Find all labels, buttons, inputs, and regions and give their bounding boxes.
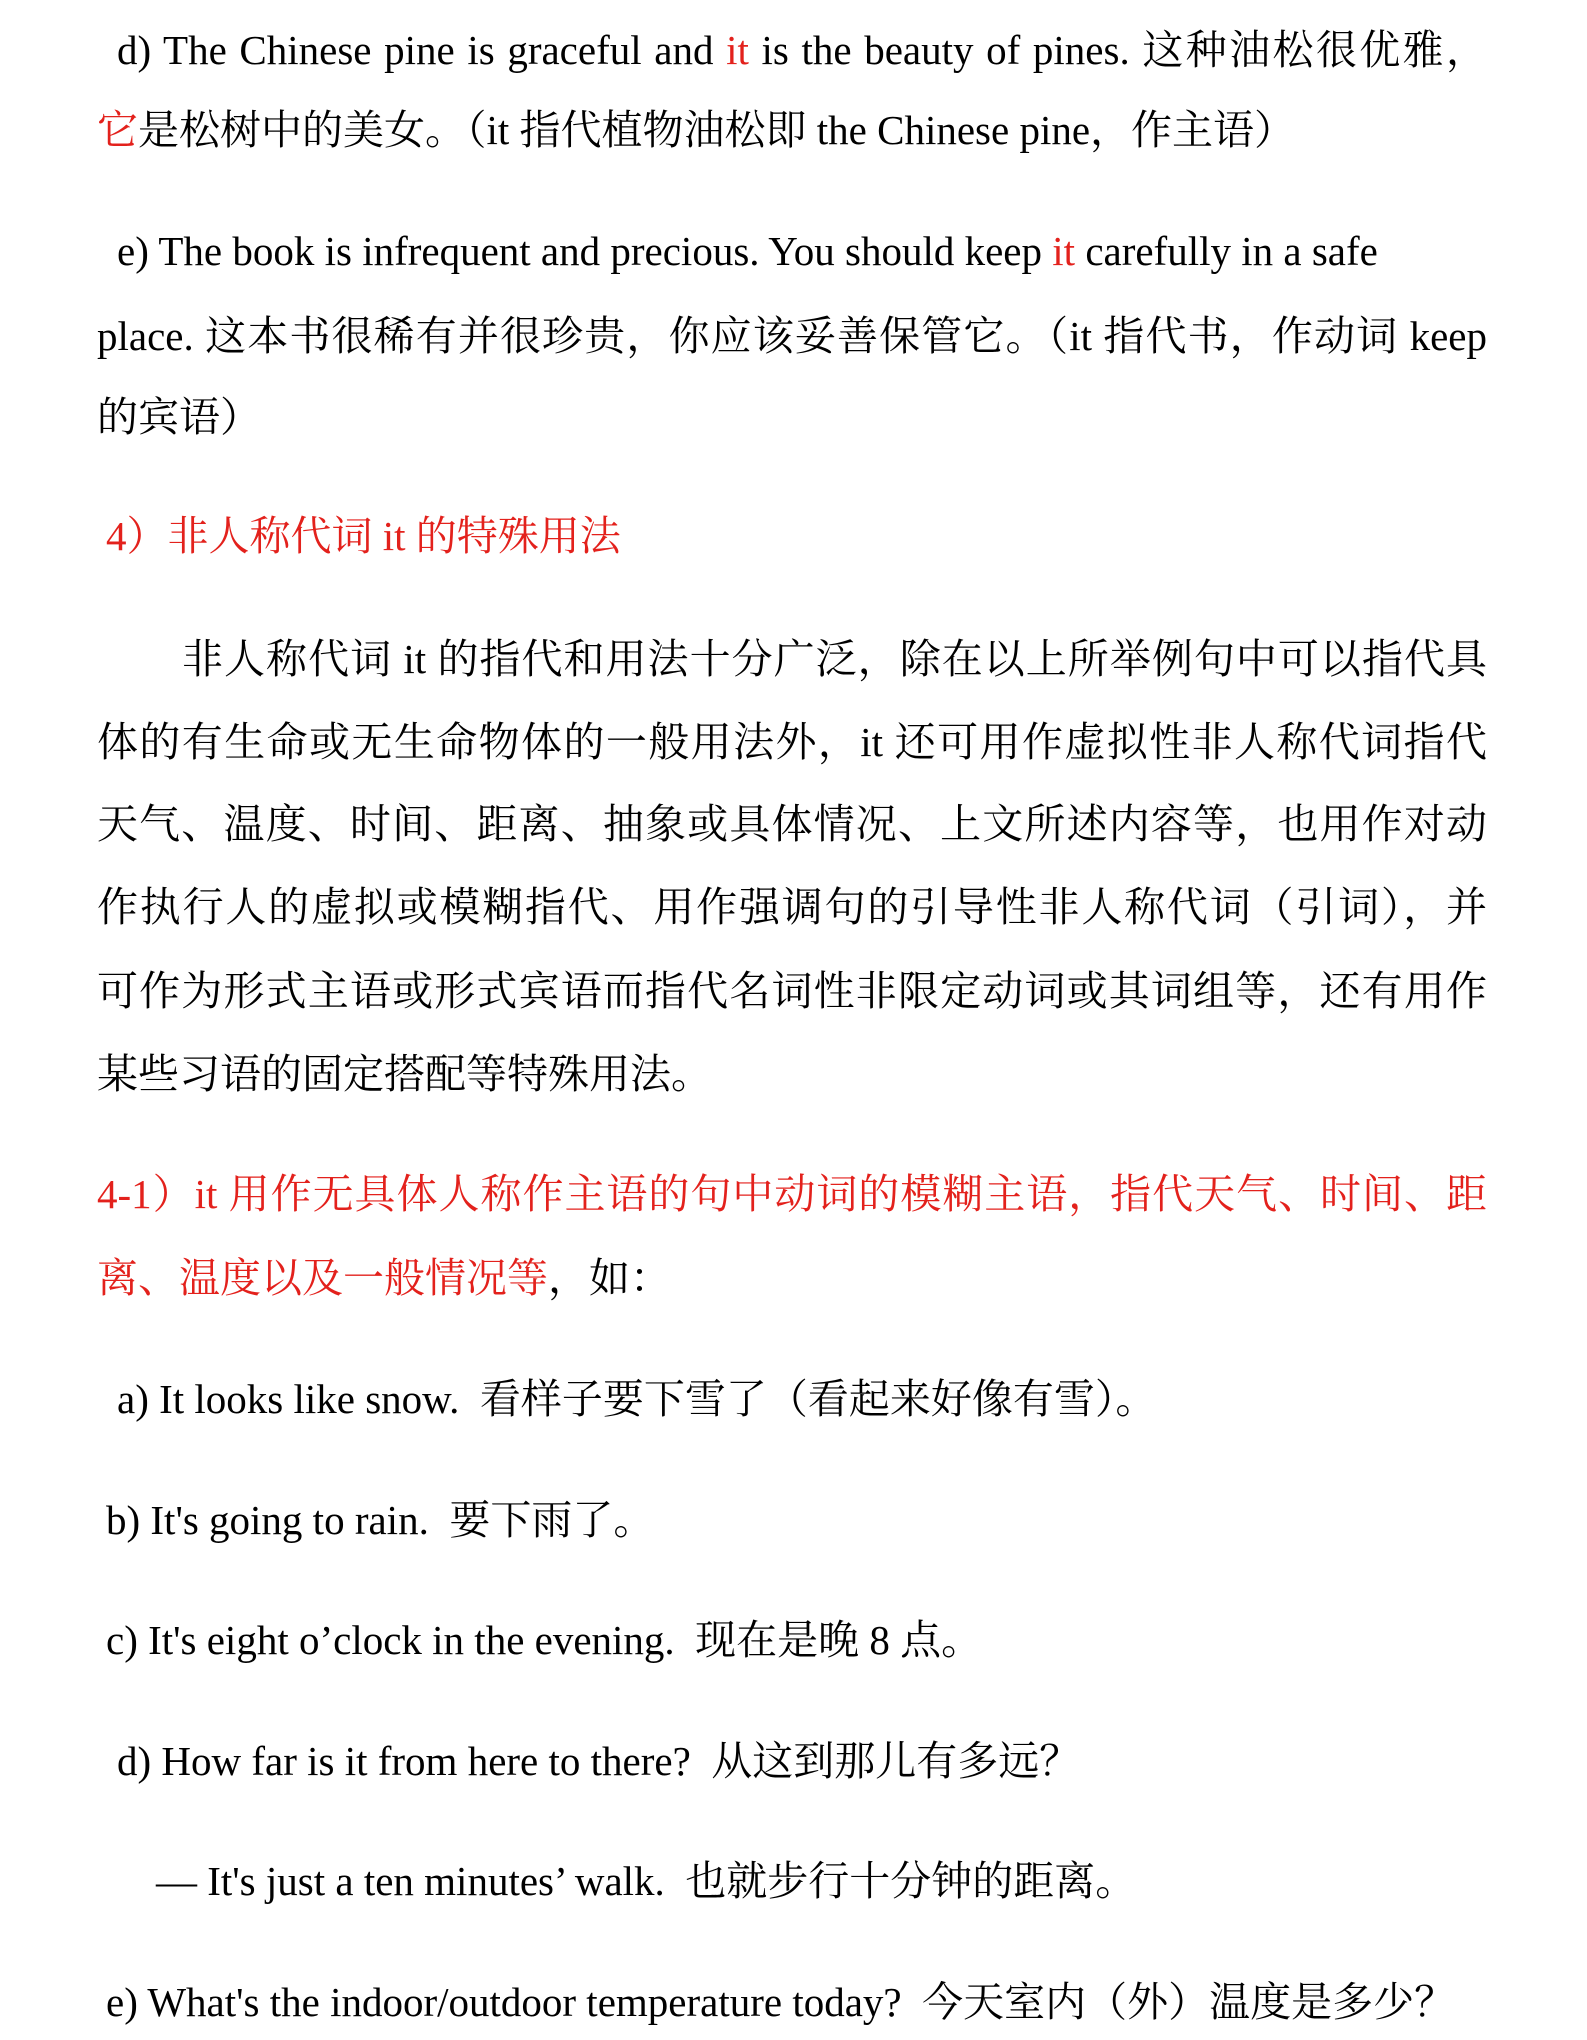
heading-tail: ，如： (548, 1255, 671, 1301)
example-text: carefully in a safe (1075, 228, 1378, 274)
highlighted-pronoun-it: it (726, 27, 749, 73)
paragraph-line: 体的有生命或无生命物体的一般用法外，it 还可用作虚拟性非人称代词指代 (97, 719, 1487, 765)
example-b: b) It's going to rain. 要下雨了。 (106, 1497, 655, 1543)
example-d-pine-line-1 (117, 24, 1487, 76)
example-text: is the beauty of pines. 这种油松很优雅， (748, 27, 1488, 73)
example-a: a) It looks like snow. 看样子要下雪了（看起来好像有雪）。 (117, 1376, 1157, 1422)
highlighted-pronoun-ta: 它 (97, 107, 138, 153)
example-e-book-line-1 (117, 225, 1378, 277)
example-d-answer: — It's just a ten minutes’ walk. 也就步行十分钟的距离。 (156, 1858, 1137, 1904)
section-4-heading: 4）非人称代词 it 的特殊用法 (106, 513, 621, 559)
example-e-book-line-2: place. 这本书很稀有并很珍贵，你应该妥善保管它。（it 指代书，作动词 keep (97, 313, 1487, 359)
example-d-pine-line-2 (97, 104, 1295, 156)
heading-text: 离、温度以及一般情况等 (97, 1255, 548, 1301)
section-4-1-heading-line-2 (97, 1252, 671, 1304)
example-d: d) How far is it from here to there? 从这到那儿有多远？ (117, 1738, 1081, 1784)
paragraph-line: 天气、温度、时间、距离、抽象或具体情况、上文所述内容等，也用作对动 (97, 801, 1487, 847)
paragraph-line: 可作为形式主语或形式宾语而指代名词性非限定动词或其词组等，还有用作 (97, 968, 1487, 1014)
highlighted-pronoun-it: it (1052, 228, 1076, 274)
example-e: e) What's the indoor/outdoor temperature today? 今天室内（外）温度是多少？ (106, 1979, 1456, 2025)
section-4-1-heading-line-1: 4-1）it 用作无具体人称作主语的句中动词的模糊主语，指代天气、时间、距 (97, 1171, 1487, 1217)
example-text: e) The book is infrequent and precious. You should keep (117, 228, 1053, 274)
paragraph-line: 某些习语的固定搭配等特殊用法。 (97, 1051, 712, 1097)
example-text: d) The Chinese pine is graceful and (117, 27, 727, 73)
example-text: 是松树中的美女。（it 指代植物油松即 the Chinese pine，作主语） (138, 107, 1296, 153)
example-c: c) It's eight o’clock in the evening. 现在是晚 8 点。 (106, 1617, 983, 1663)
example-e-book-line-3: 的宾语） (97, 394, 261, 440)
paragraph-line: 非人称代词 it 的指代和用法十分广泛，除在以上所举例句中可以指代具 (182, 636, 1487, 682)
paragraph-line: 作执行人的虚拟或模糊指代、用作强调句的引导性非人称代词（引词），并 (97, 884, 1487, 930)
